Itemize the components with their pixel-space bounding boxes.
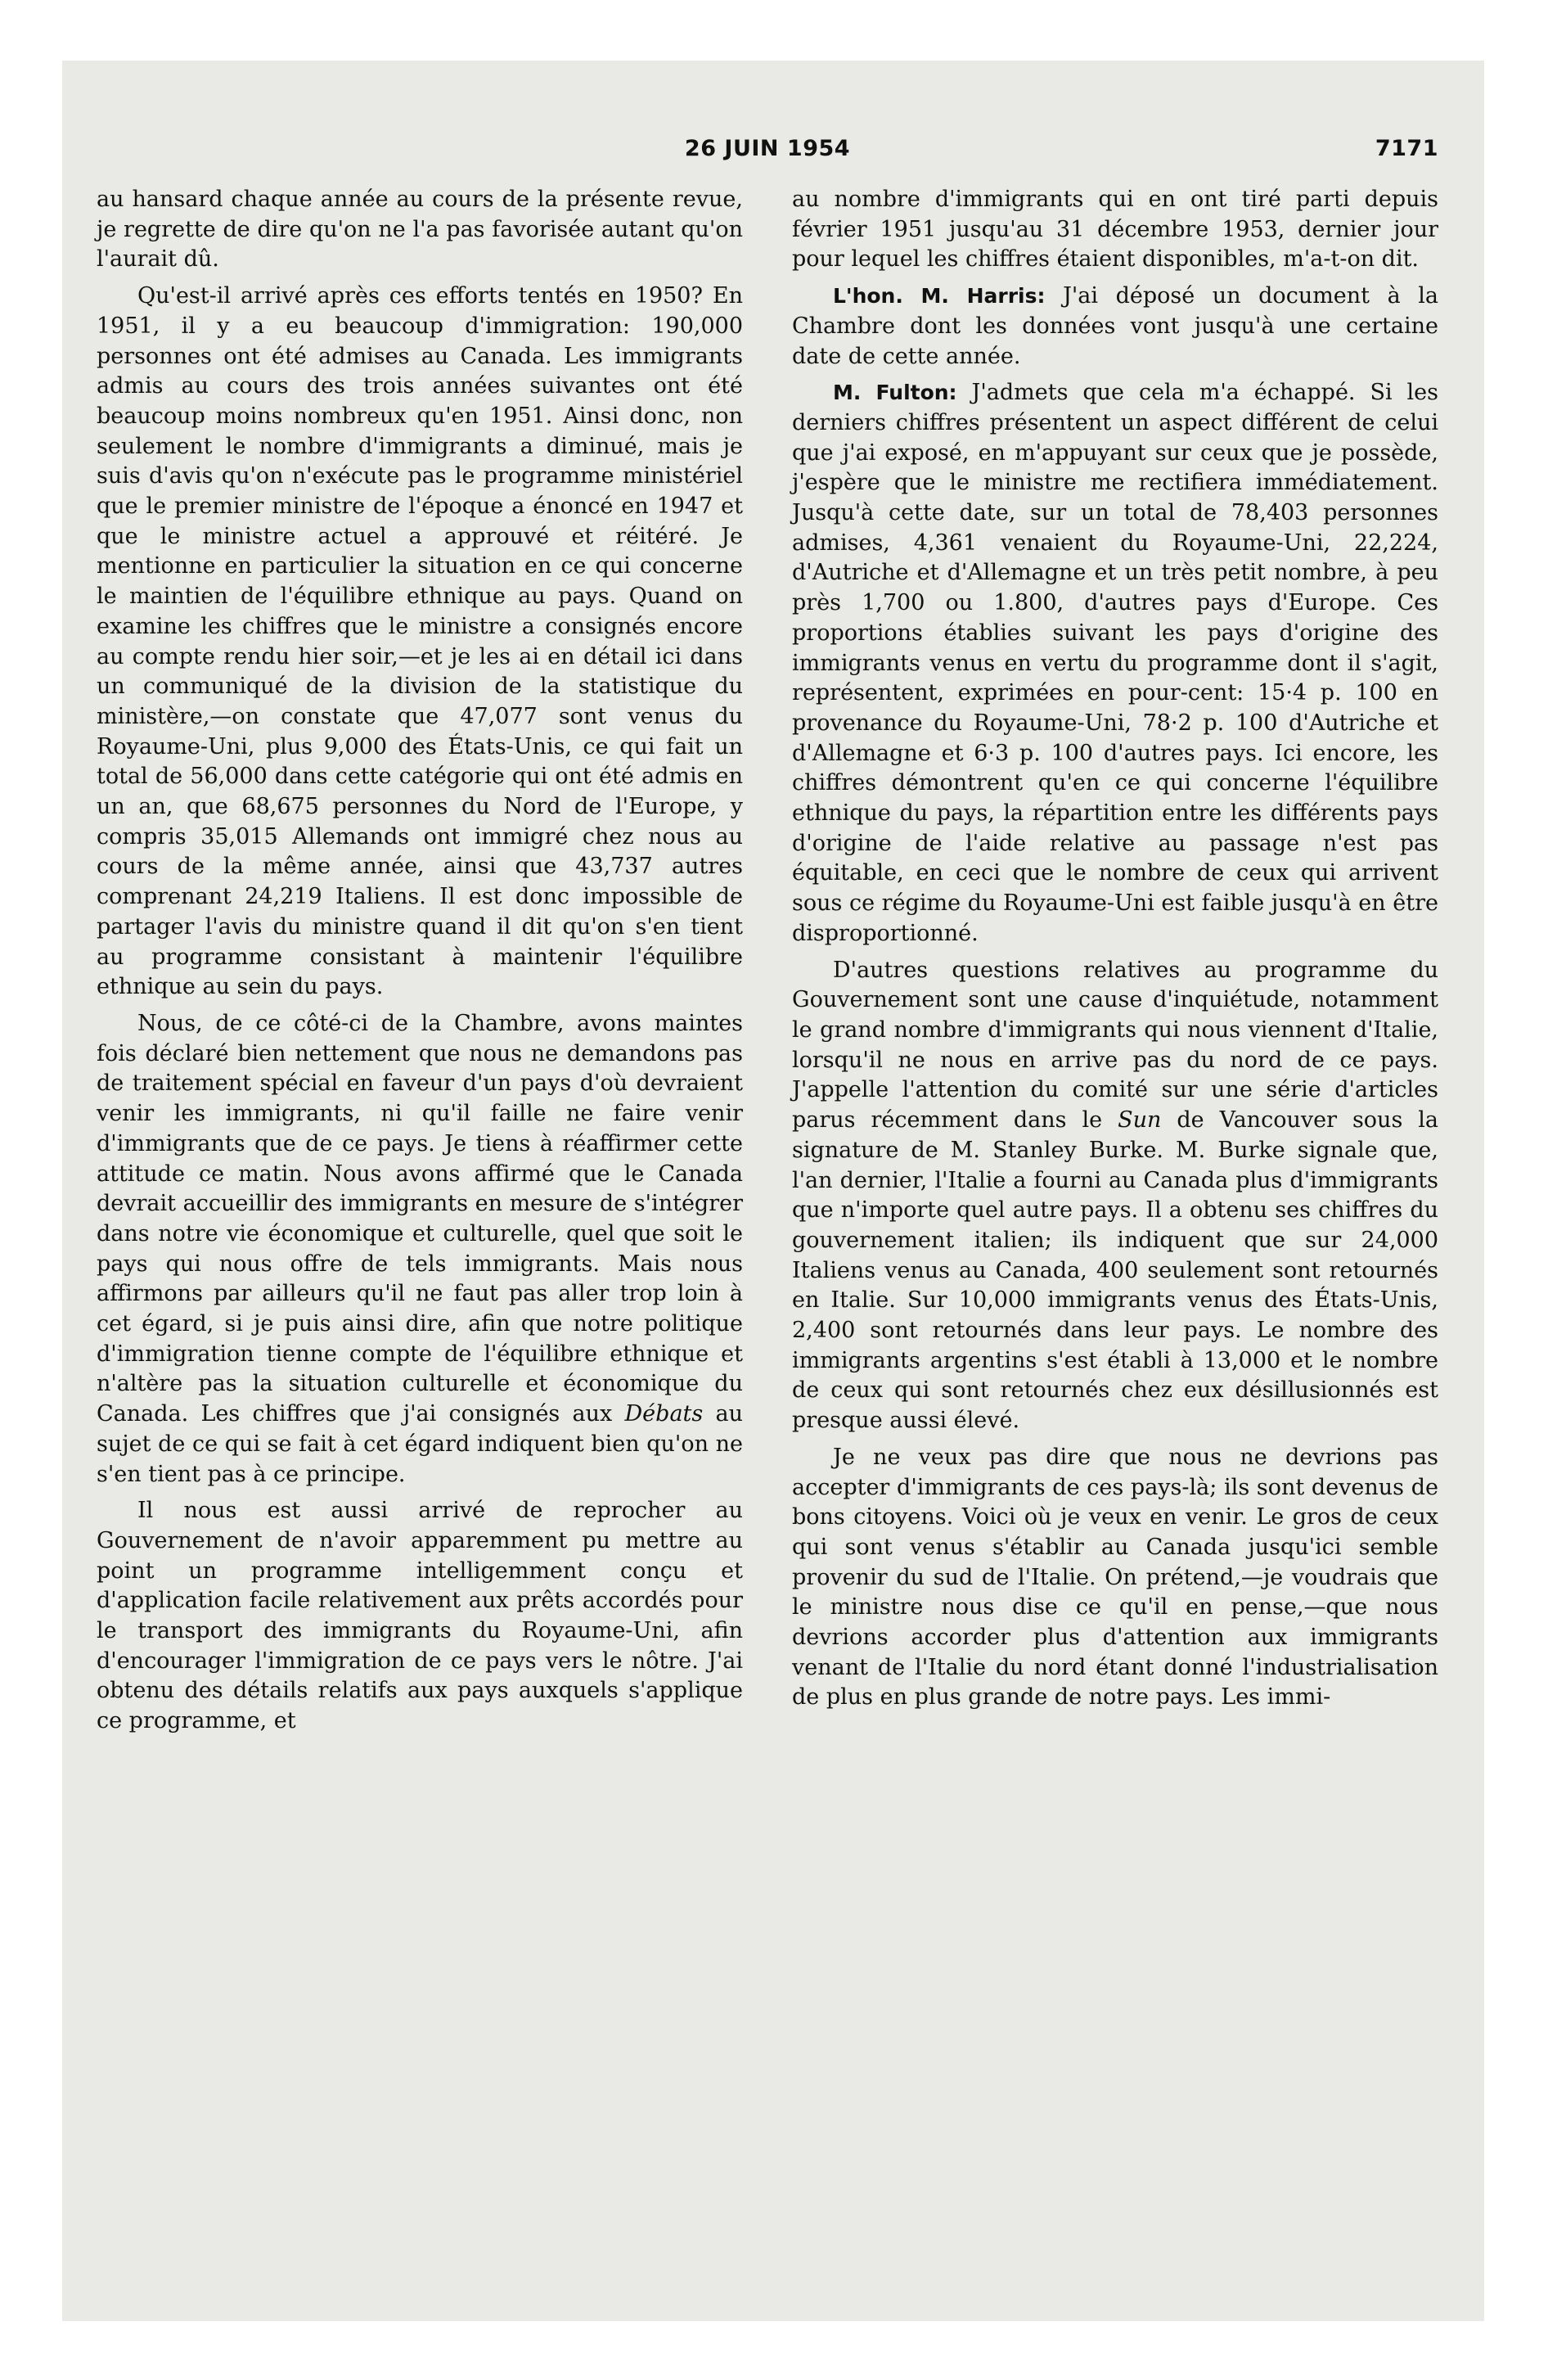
paragraph: au nombre d'immigrants qui en ont tiré parti depuis février 1951 jusqu'au 31 décembre 1953, dernier jour pour lequel les chiffres étaient disponibles, m'a-t-on dit. [792, 187, 1438, 273]
paragraph-text: Nous, de ce côté-ci de la Chambre, avons maintes fois déclaré bien nettement que nous ne demandons pas de traitement spécial en faveur d'un pays d'où devraient venir les immigrants, ni qu'il faille ne faire venir d'immigrants que de ce pays. Je tiens à réaffirmer cette attitude ce matin. Nous avons affirmé que le Canada devrait accueillir des immigrants en mesure de s'intégrer dans notre vie économique et culturelle, quel que soit le pays qui nous offre de tels immigrants. Mais nous affirmons par ailleurs qu'il ne faut pas aller trop loin à cet égard, si je puis ainsi dire, afin que notre politique d'immigration tienne compte de l'équilibre ethnique et n'altère pas la situation culturelle et économique du Canada. Les chiffres que j'ai consignés aux [97, 1010, 743, 1427]
header-date: 26 JUIN 1954 [684, 136, 851, 161]
hansard-page [97, 136, 1438, 2100]
speaker-name: M. Fulton: [833, 381, 957, 405]
paragraph [792, 378, 1438, 949]
paragraph: Qu'est-il arrivé après ces efforts tentés en 1950? En 1951, il y a eu beaucoup d'immigration: 190,000 personnes ont été admises au Canada. Les immigrants admis au cours des trois années suivantes ont été beaucoup moins nombreux qu'en 1951. Ainsi donc, non seulement le nombre d'immigrants a diminué, mais je suis d'avis qu'on n'exécute pas le programme ministériel que le premier ministre de l'époque a énoncé en 1947 et que le ministre actuel a approuvé et réitéré. Je mentionne en particulier la situation en ce qui concerne le maintien de l'équilibre ethnique au pays. Quand on examine les chiffres que le ministre a consignés encore au compte rendu hier soir,—et je les ai en détail ici dans un communiqué de la division de la statistique du ministère,—on constate que 47,077 sont venus du Royaume-Uni, plus 9,000 des États-Unis, ce qui fait un total de 56,000 dans cette catégorie qui ont été admis en un an, que 68,675 personnes du Nord de l'Europe, y compris 35,015 Allemands ont immigré chez nous au cours de la même année, ainsi que 43,737 autres comprenant 24,219 Italiens. Il est donc impossible de partager l'avis du ministre quand il dit qu'on s'en tient au programme consistant à maintenir l'équilibre ethnique au sein du pays. [97, 283, 743, 1000]
publication-title: Débats [624, 1401, 704, 1427]
speaker-name: L'hon. M. Harris: [833, 284, 1046, 309]
paragraph-text: au sujet de ce qui se fait à cet égard indiquent bien qu'on ne s'en tient pas à ce principe. [97, 1401, 743, 1487]
running-header [97, 136, 1438, 185]
paragraph-text: J'ai déposé un document à la Chambre dont les données vont jusqu'à une certaine date de cette année. [792, 283, 1438, 369]
paragraph: au hansard chaque année au cours de la présente revue, je regrette de dire qu'on ne l'a pas favorisée autant qu'on l'aurait dû. [97, 187, 743, 273]
publication-title: Sun [1118, 1107, 1162, 1134]
paragraph [97, 1009, 743, 1490]
paragraph-text: de Vancouver sous la signature de M. Stanley Burke. M. Burke signale que, l'an dernier, l'Italie a fourni au Canada plus d'immigrants que n'importe quel autre pays. Il a obtenu ses chiffres du gouvernement italien; ils indiquent que sur 24,000 Italiens venus au Canada, 400 seulement sont retournés en Italie. Sur 10,000 immigrants venus des États-Unis, 2,400 sont retournés dans leur pays. Le nombre des immigrants argentins s'est établi à 13,000 et le nombre de ceux qui sont retournés chez eux désillusionnés est presque aussi élevé. [792, 1107, 1439, 1434]
paragraph [792, 956, 1438, 1436]
paragraph-text: J'admets que cela m'a échappé. Si les derniers chiffres présentent un aspect différent de celui que j'ai exposé, en m'appuyant sur ceux que je possède, j'espère que le ministre me rectifiera immédiatement. Jusqu'à cette date, sur un total de 78,403 personnes admises, 4,361 venaient du Royaume-Uni, 22,224, d'Autriche et d'Allemagne et un très petit nombre, à peu près 1,700 ou 1.800, d'autres pays d'Europe. Ces proportions établies suivant les pays d'origine des immigrants venus en vertu du programme dont il s'agit, représentent, exprimées en pour-cent: 15·4 p. 100 en provenance du Royaume-Uni, 78·2 p. 100 d'Autriche et d'Allemagne et 6·3 p. 100 d'autres pays. Ici encore, les chiffres démontrent qu'en ce qui concerne l'équilibre ethnique du pays, la répartition entre les différents pays d'origine de l'aide relative au passage n'est pas équitable, en ceci que le nombre de ceux qui arrivent sous ce régime du Royaume-Uni est faible jusqu'à en être disproportionné. [792, 380, 1438, 946]
paragraph-text: D'autres questions relatives au programme du Gouvernement sont une cause d'inquiétude, notamment le grand nombre d'immigrants qui nous viennent d'Italie, lorsqu'il ne nous en arrive pas du nord de ce pays. J'appelle l'attention du comité sur une série d'articles parus récemment dans le [792, 957, 1438, 1134]
paragraph: Je ne veux pas dire que nous ne devrions pas accepter d'immigrants de ces pays-là; ils sont devenus de bons citoyens. Voici où je veux en venir. Le gros de ceux qui sont venus s'établir au Canada jusqu'ici semble provenir du sud de l'Italie. On prétend,—je voudrais que le ministre nous dise ce qu'il en pense,—que nous devrions accorder plus d'attention aux immigrants venant de l'Italie du nord étant donné l'industrialisation de plus en plus grande de notre pays. Les immi- [792, 1444, 1438, 1711]
left-column [97, 185, 743, 1743]
page-number: 7171 [1375, 136, 1438, 161]
text-columns [97, 185, 1438, 2084]
paragraph: Il nous est aussi arrivé de reprocher au Gouvernement de n'avoir apparemment pu mettre au point un programme intelligemment conçu et d'application facile relativement aux prêts accordés pour le transport des immigrants du Royaume-Uni, afin d'encourager l'immigration de ce pays vers le nôtre. J'ai obtenu des détails relatifs aux pays auxquels s'applique ce programme, et [97, 1498, 743, 1734]
paragraph [792, 282, 1438, 372]
right-column [792, 185, 1438, 1720]
